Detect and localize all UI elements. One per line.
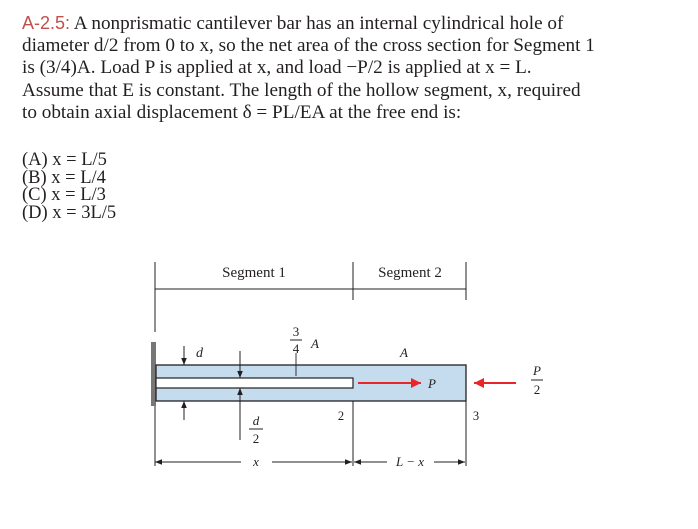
svg-text:4: 4 bbox=[292, 341, 300, 356]
option-a: (A) x = L/5 bbox=[22, 150, 107, 170]
load-p-over-2-arrow bbox=[474, 363, 543, 397]
internal-hole bbox=[156, 378, 353, 388]
segment-2-label: Segment 2 bbox=[378, 265, 442, 281]
p-over-2-denominator: 2 bbox=[533, 382, 541, 397]
area-a-label: A bbox=[400, 345, 408, 360]
problem-line-2: diameter d/2 from 0 to x, so the net area of the cross section for Segment 1 bbox=[22, 35, 595, 57]
node-3-label: 3 bbox=[472, 409, 480, 423]
d-over-2-numerator: d bbox=[252, 413, 260, 428]
d-label: d bbox=[196, 346, 203, 361]
segment-1-label: Segment 1 bbox=[222, 265, 286, 281]
segment-dimension bbox=[155, 262, 466, 332]
l-minus-x-dimension-label: L − x bbox=[395, 454, 425, 469]
problem-line-4: Assume that E is constant. The length of the hollow segment, x, required bbox=[22, 79, 581, 101]
p-over-2-numerator: P bbox=[533, 363, 541, 378]
option-c: (C) x = L/3 bbox=[22, 185, 106, 206]
svg-text:A: A bbox=[311, 336, 319, 351]
load-p-label: P bbox=[428, 376, 436, 391]
x-dimension-label: x bbox=[253, 454, 259, 469]
option-b: (B) x = L/4 bbox=[22, 167, 106, 188]
problem-line-5: to obtain axial displacement δ = PL/EA at the free end is: bbox=[22, 101, 462, 123]
svg-text:3: 3 bbox=[292, 324, 300, 339]
option-d: (D) x = 3L/5 bbox=[22, 202, 117, 223]
length-dimension bbox=[155, 454, 465, 469]
problem-line-1-text: A nonprismatic cantilever bar has an internal cylindrical hole of bbox=[70, 13, 564, 34]
d-over-2-denominator: 2 bbox=[252, 431, 260, 446]
problem-line-3: is (3/4)A. Load P is applied at x, and load −P/2 is applied at x = L. bbox=[22, 57, 532, 79]
fixed-support-wall bbox=[151, 342, 156, 406]
problem-number: A-2.5: bbox=[22, 13, 71, 33]
node-2-label: 2 bbox=[337, 409, 345, 423]
